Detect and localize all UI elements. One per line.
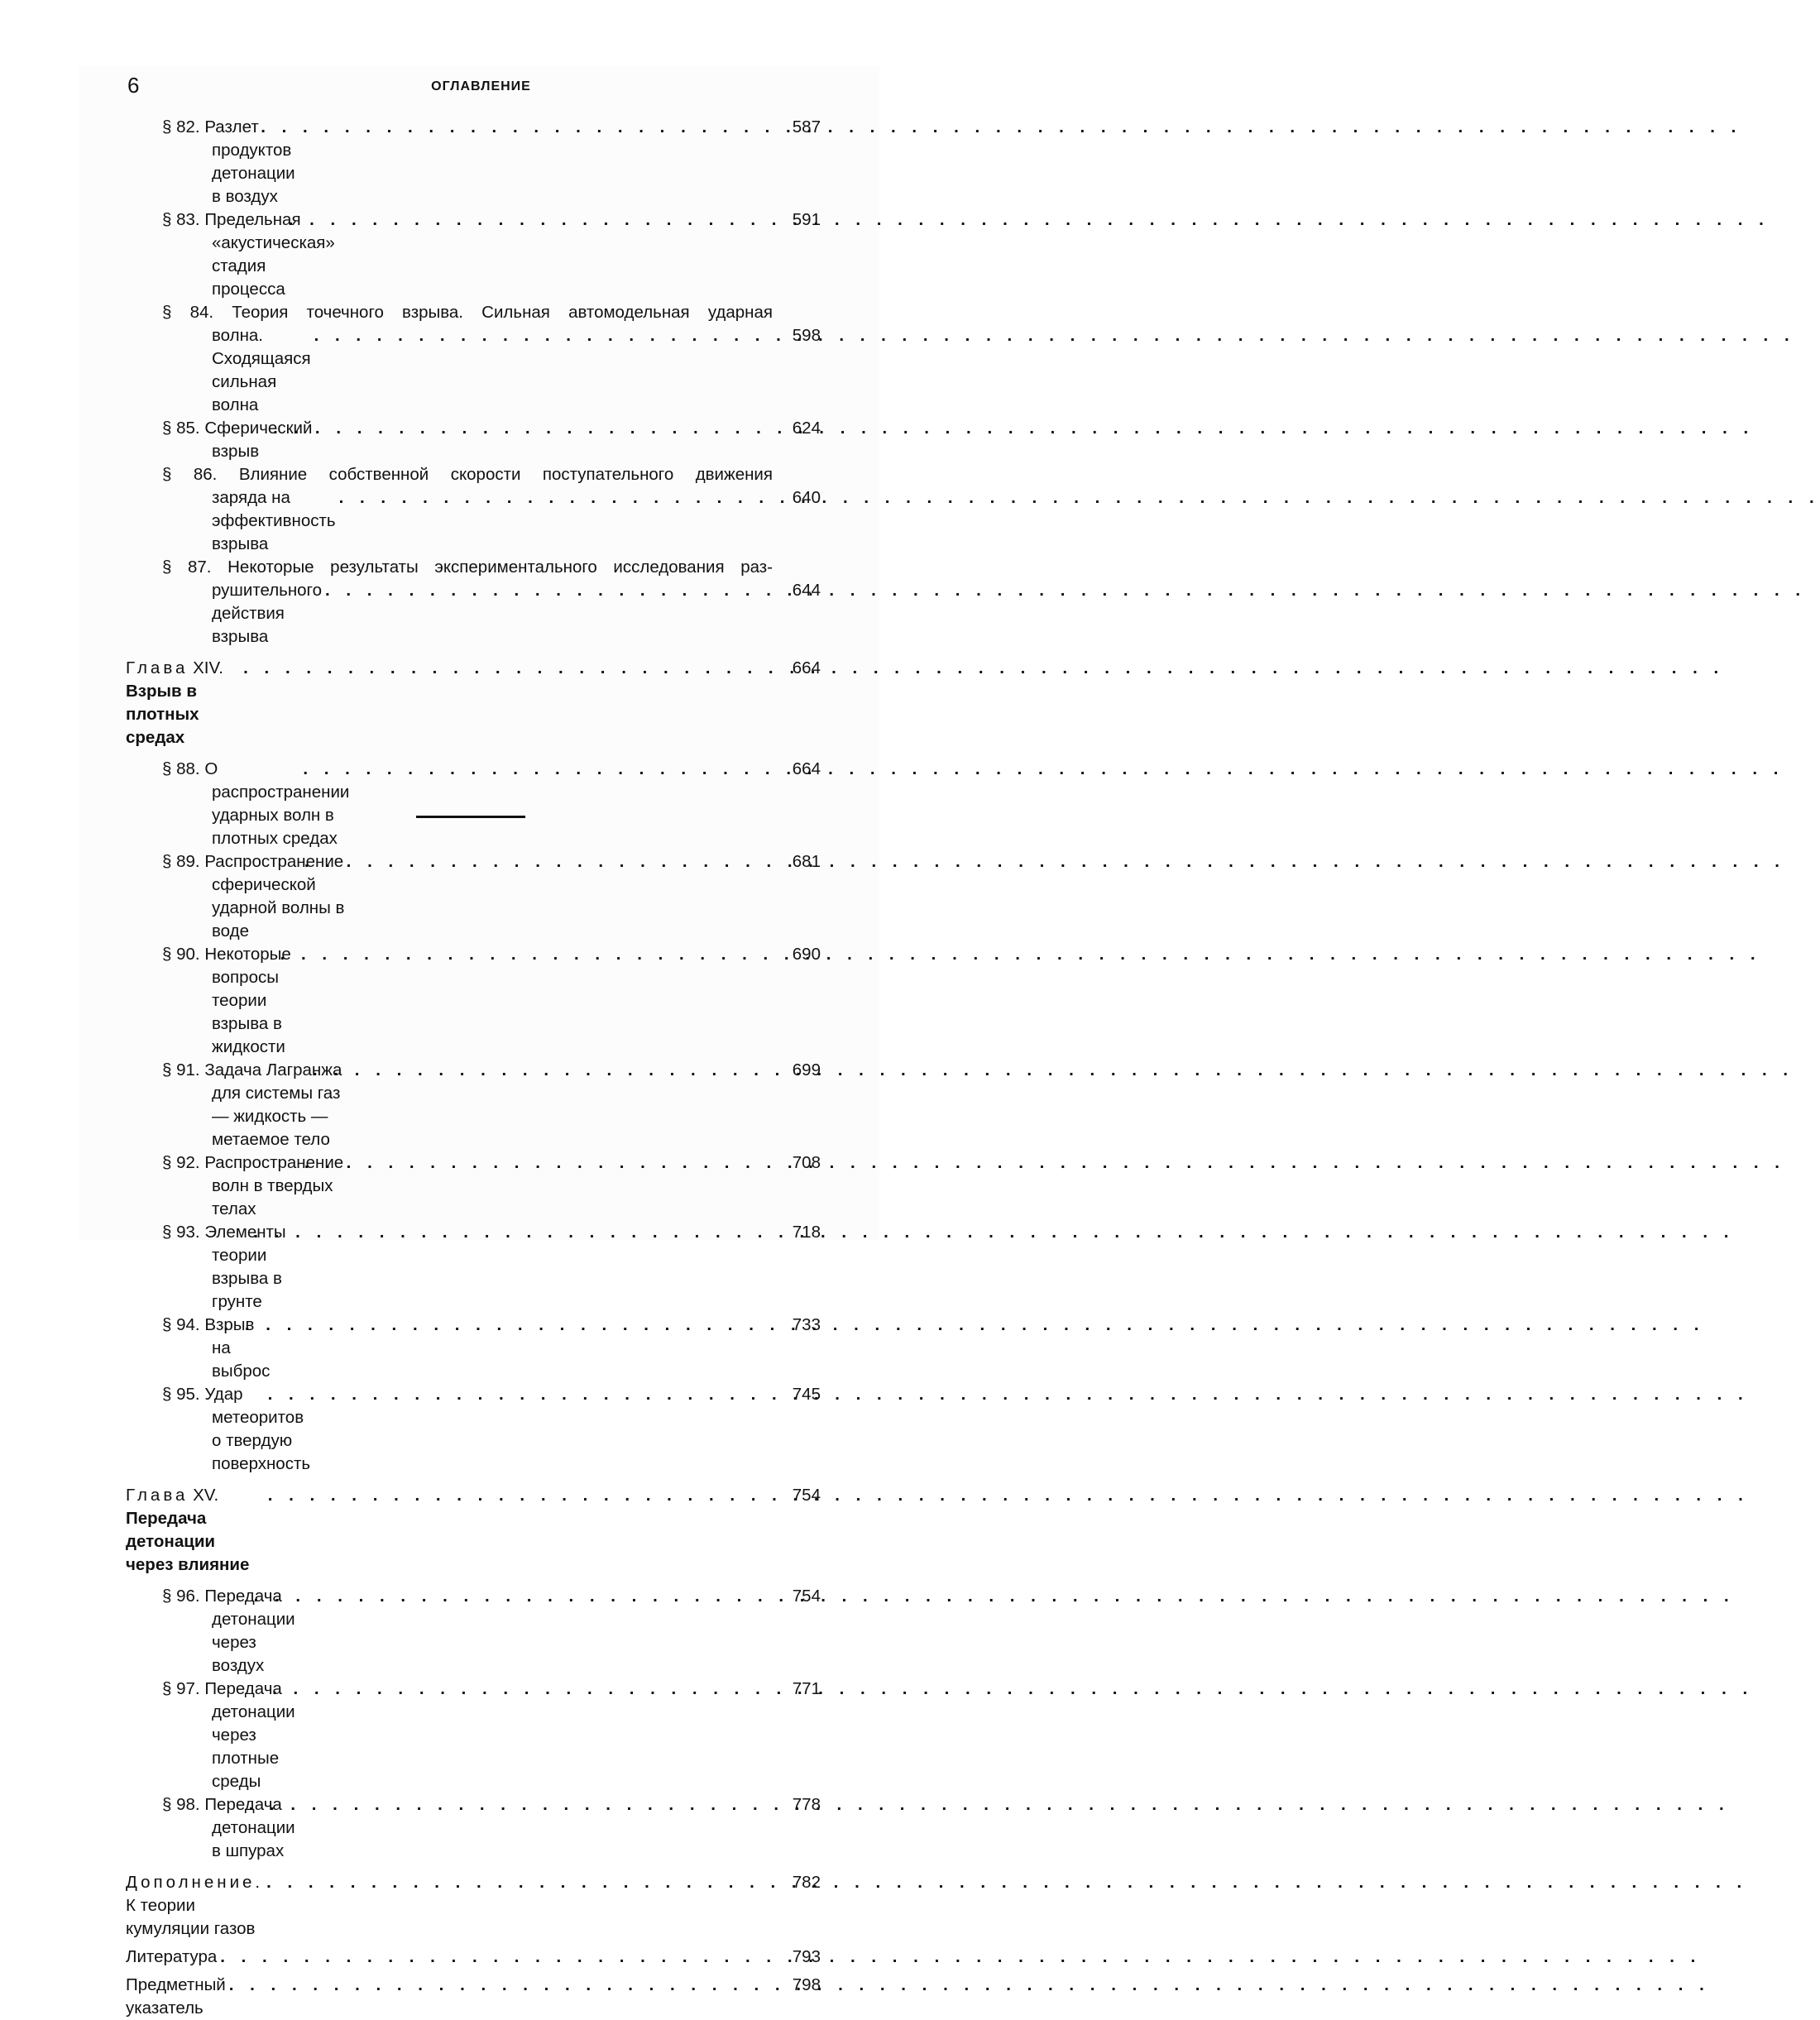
section-title: Передача детонации через плотные среды: [204, 1679, 295, 1791]
section-number: § 84.: [162, 303, 214, 322]
toc-entry-91[interactable]: [126, 1059, 821, 1151]
dot-leader: [352, 758, 781, 781]
page-ref: 699: [792, 1060, 821, 1079]
section-title-line1: Теория точечного взрыва. Сильная автомодельная ударная: [232, 303, 773, 322]
page-ref: 793: [792, 1947, 821, 1966]
page-ref: 798: [792, 1975, 821, 1994]
page-ref: 690: [792, 945, 821, 964]
page-title: ОГЛАВЛЕНИЕ: [431, 79, 531, 93]
dot-leader: [266, 1871, 781, 1894]
section-title: Передача детонации через воздух: [204, 1587, 295, 1675]
chapter-number: XV.: [193, 1486, 219, 1505]
section-number: § 98.: [162, 1795, 200, 1814]
dot-leader: [354, 850, 781, 874]
toc-entry-84[interactable]: [126, 301, 821, 417]
page-ref: 754: [792, 1587, 821, 1606]
index-title: Предметный указатель: [126, 1975, 226, 2018]
section-title: Некоторые вопросы теории взрыва в жидкости: [204, 945, 291, 1056]
section-title: Сферический взрыв: [204, 419, 313, 461]
section-number: § 95.: [162, 1385, 200, 1404]
section-title-line1: Некоторые результаты экспериментального исследования раз-: [228, 558, 773, 577]
dot-leader: [273, 1314, 781, 1337]
section-title-line2: волна. Сходящаяся сильная волна: [212, 326, 311, 414]
page-ref: 664: [792, 658, 821, 677]
toc-chapter-14[interactable]: [126, 657, 821, 749]
toc-entry-95[interactable]: [126, 1383, 821, 1476]
section-number: § 86.: [162, 465, 218, 484]
toc-entry-90[interactable]: [126, 943, 821, 1059]
section-title: Распространение сферической ударной волны в воде: [204, 852, 345, 941]
section-number: § 88.: [162, 759, 200, 778]
literature-title: Литература: [126, 1947, 218, 1966]
appendix-label: Дополнение.: [126, 1873, 264, 1892]
toc-entry-97[interactable]: [126, 1678, 821, 1793]
toc-entry-83[interactable]: [126, 208, 821, 301]
dot-leader: [338, 208, 781, 232]
dot-leader: [354, 1151, 781, 1175]
toc-appendix[interactable]: [126, 1871, 821, 1941]
dot-leader: [314, 324, 781, 347]
section-number: § 91.: [162, 1060, 200, 1079]
section-number: § 83.: [162, 210, 200, 229]
dot-leader: [318, 1383, 781, 1406]
dot-leader: [303, 1221, 781, 1244]
toc-chapter-15[interactable]: [126, 1484, 821, 1577]
section-title: Разлет продуктов детонации в воздух: [204, 117, 295, 206]
toc-entry-88[interactable]: [126, 758, 821, 850]
dot-leader: [339, 486, 781, 510]
dot-leader: [323, 417, 781, 440]
dot-leader: [330, 943, 781, 966]
page-ref: 587: [792, 117, 821, 136]
section-title-line2: заряда на эффективность взрыва: [212, 488, 336, 553]
page-ref: 708: [792, 1153, 821, 1172]
page-ref: 771: [792, 1679, 821, 1698]
section-title-line1: Влияние собственной скорости поступательного движения: [238, 465, 773, 484]
section-title: Удар метеоритов о твердую поверхность: [204, 1385, 311, 1473]
page-ref: 733: [792, 1315, 821, 1334]
page-ref: 718: [792, 1223, 821, 1242]
section-title: Элементы теории взрыва в грунте: [204, 1223, 286, 1311]
section-number: § 93.: [162, 1223, 200, 1242]
toc-literature[interactable]: [126, 1946, 821, 1969]
page-ref: 782: [792, 1873, 821, 1892]
page-ref: 778: [792, 1795, 821, 1814]
section-number: § 87.: [162, 558, 212, 577]
section-number: § 89.: [162, 852, 200, 871]
page-ref: 598: [792, 326, 821, 345]
section-number: § 90.: [162, 945, 200, 964]
toc-index[interactable]: [126, 1974, 821, 2020]
toc-entry-93[interactable]: [126, 1221, 821, 1314]
chapter-label: Глава: [126, 1486, 189, 1505]
section-number: § 94.: [162, 1315, 200, 1334]
section-number: § 96.: [162, 1587, 200, 1606]
section-title: Предельная «акустическая» стадия процесса: [204, 210, 335, 299]
toc-entry-87[interactable]: [126, 556, 821, 649]
section-title-line2: рушительного действия взрыва: [212, 581, 322, 646]
dot-leader: [362, 1059, 783, 1082]
dot-leader: [268, 1484, 781, 1507]
toc-entry-86[interactable]: [126, 463, 821, 556]
section-number: § 92.: [162, 1153, 200, 1172]
toc-entry-92[interactable]: [126, 1151, 821, 1221]
dot-leader: [322, 1678, 781, 1701]
section-title: Передача детонации в шпурах: [204, 1795, 295, 1860]
section-title: Распространение волн в твердых телах: [204, 1153, 344, 1218]
page-ref: 591: [792, 210, 821, 229]
chapter-label: Глава: [126, 658, 189, 677]
section-title: О распространении ударных волн в плотных средах: [204, 759, 350, 848]
toc-entry-89[interactable]: [126, 850, 821, 943]
page-ref: 644: [792, 581, 821, 600]
dot-leader: [325, 579, 781, 602]
toc-entry-98[interactable]: [126, 1793, 821, 1863]
page-ref: 640: [792, 488, 821, 507]
page-number: 6: [127, 73, 140, 98]
appendix-title: К теории кумуляции газов: [126, 1896, 256, 1938]
chapter-number: XIV.: [193, 658, 223, 677]
page-ref: 681: [792, 852, 821, 871]
page-ref: 624: [792, 419, 821, 438]
toc-entry-82[interactable]: [126, 116, 821, 208]
page-ref: 745: [792, 1385, 821, 1404]
dot-leader: [220, 1946, 781, 1969]
section-number: § 85.: [162, 419, 200, 438]
toc-entry-94[interactable]: [126, 1314, 821, 1383]
page-ref: 754: [792, 1486, 821, 1505]
dot-leader: [299, 1793, 781, 1817]
dot-leader: [310, 116, 781, 139]
section-title: Задача Лагранжа для системы газ — жидкость — метаемое тело: [204, 1060, 342, 1149]
section-number: § 97.: [162, 1679, 200, 1698]
toc-entry-96[interactable]: [126, 1585, 821, 1678]
dot-leader: [304, 1585, 781, 1608]
section-title: Взрыв на выброс: [204, 1315, 271, 1381]
table-of-contents: [126, 116, 821, 2020]
chapter-title: Передача детонации через влияние: [126, 1509, 250, 1574]
section-number: § 82.: [162, 117, 200, 136]
dot-leader: [229, 1974, 781, 1997]
dot-leader: [243, 657, 781, 680]
page-ref: 664: [792, 759, 821, 778]
end-rule: [416, 816, 525, 818]
chapter-title: Взрыв в плотных средах: [126, 682, 199, 747]
toc-entry-85[interactable]: [126, 417, 821, 463]
